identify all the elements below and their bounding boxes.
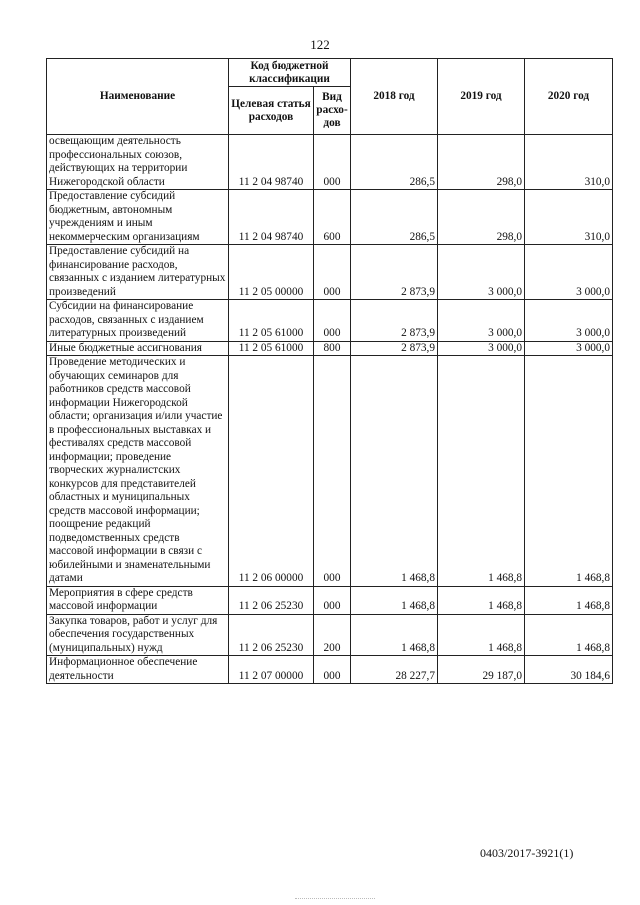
row-name: Предоставление субсидий бюджетным, автономным учреждениям и иным некоммерческим организациям (47, 190, 229, 245)
row-value-2019: 1 468,8 (438, 586, 525, 614)
row-expense-kind: 000 (314, 356, 351, 587)
row-value-2020: 30 184,6 (525, 656, 613, 684)
row-expense-kind: 800 (314, 341, 351, 356)
row-target-article: 11 2 04 98740 (229, 190, 314, 245)
row-target-article: 11 2 05 00000 (229, 245, 314, 300)
row-value-2020: 1 468,8 (525, 586, 613, 614)
header-name: Наименование (47, 59, 229, 135)
row-value-2018: 2 873,9 (351, 341, 438, 356)
row-value-2020: 3 000,0 (525, 300, 613, 342)
row-value-2018: 1 468,8 (351, 356, 438, 587)
row-target-article: 11 2 06 25230 (229, 586, 314, 614)
row-value-2019: 1 468,8 (438, 356, 525, 587)
row-value-2020: 310,0 (525, 190, 613, 245)
row-value-2019: 1 468,8 (438, 614, 525, 656)
table-row (47, 341, 613, 356)
row-value-2019: 29 187,0 (438, 656, 525, 684)
row-expense-kind: 600 (314, 190, 351, 245)
table-row (47, 300, 613, 342)
row-expense-kind: 200 (314, 614, 351, 656)
header-year-2020: 2020 год (525, 59, 613, 135)
header-expense-kind: Вид расхо-дов (314, 87, 351, 135)
header-year-2018: 2018 год (351, 59, 438, 135)
document-id: 0403/2017-3921(1) (480, 846, 574, 860)
header-target-article: Целевая статья расходов (229, 87, 314, 135)
row-name: освещающим деятельность профессиональных союзов, действующих на территории Нижегородской области (47, 135, 229, 190)
row-name: Мероприятия в сфере средств массовой информации (47, 586, 229, 614)
row-target-article: 11 2 07 00000 (229, 656, 314, 684)
row-name: Закупка товаров, работ и услуг для обеспечения государственных (муниципальных) нужд (47, 614, 229, 656)
table-row (47, 586, 613, 614)
scan-artifact-line (295, 898, 375, 902)
header-code-group: Код бюджетной классификации (229, 59, 351, 87)
row-value-2018: 28 227,7 (351, 656, 438, 684)
row-value-2020: 310,0 (525, 135, 613, 190)
row-name: Информационное обеспечение деятельности (47, 656, 229, 684)
row-expense-kind: 000 (314, 656, 351, 684)
table-row (47, 135, 613, 190)
row-value-2019: 3 000,0 (438, 300, 525, 342)
row-name: Иные бюджетные ассигнования (47, 341, 229, 356)
row-expense-kind: 000 (314, 300, 351, 342)
row-value-2018: 286,5 (351, 135, 438, 190)
table-row (47, 656, 613, 684)
page-number: 122 (310, 37, 330, 52)
row-value-2020: 3 000,0 (525, 245, 613, 300)
row-value-2020: 1 468,8 (525, 614, 613, 656)
budget-table (46, 58, 613, 684)
row-target-article: 11 2 06 25230 (229, 614, 314, 656)
row-value-2019: 3 000,0 (438, 341, 525, 356)
row-target-article: 11 2 06 00000 (229, 356, 314, 587)
row-value-2020: 1 468,8 (525, 356, 613, 587)
row-target-article: 11 2 05 61000 (229, 300, 314, 342)
header-year-2019: 2019 год (438, 59, 525, 135)
row-name: Проведение методических и обучающих семинаров для работников средств массовой информации Нижегородской области; организация и/или участие в профессиональных выставках и фестивалях средств массовой информации; проведение творческих журналистских конкурсов для представителей областных и муниципальных средств массовой информации; поощрение редакций подведомственных средств массовой информации в связи с юбилейными и знаменательными датами (47, 356, 229, 587)
row-name: Предоставление субсидий на финансирование расходов, связанных с изданием литературных произведений (47, 245, 229, 300)
row-value-2019: 298,0 (438, 190, 525, 245)
row-value-2018: 286,5 (351, 190, 438, 245)
row-value-2018: 2 873,9 (351, 245, 438, 300)
row-expense-kind: 000 (314, 245, 351, 300)
table-row (47, 614, 613, 656)
table-row (47, 245, 613, 300)
table-row (47, 356, 613, 587)
row-value-2018: 2 873,9 (351, 300, 438, 342)
row-value-2020: 3 000,0 (525, 341, 613, 356)
row-expense-kind: 000 (314, 135, 351, 190)
row-value-2018: 1 468,8 (351, 586, 438, 614)
row-value-2018: 1 468,8 (351, 614, 438, 656)
row-target-article: 11 2 05 61000 (229, 341, 314, 356)
table-row (47, 190, 613, 245)
row-name: Субсидии на финансирование расходов, связанных с изданием литературных произведений (47, 300, 229, 342)
row-value-2019: 3 000,0 (438, 245, 525, 300)
row-target-article: 11 2 04 98740 (229, 135, 314, 190)
row-value-2019: 298,0 (438, 135, 525, 190)
row-expense-kind: 000 (314, 586, 351, 614)
